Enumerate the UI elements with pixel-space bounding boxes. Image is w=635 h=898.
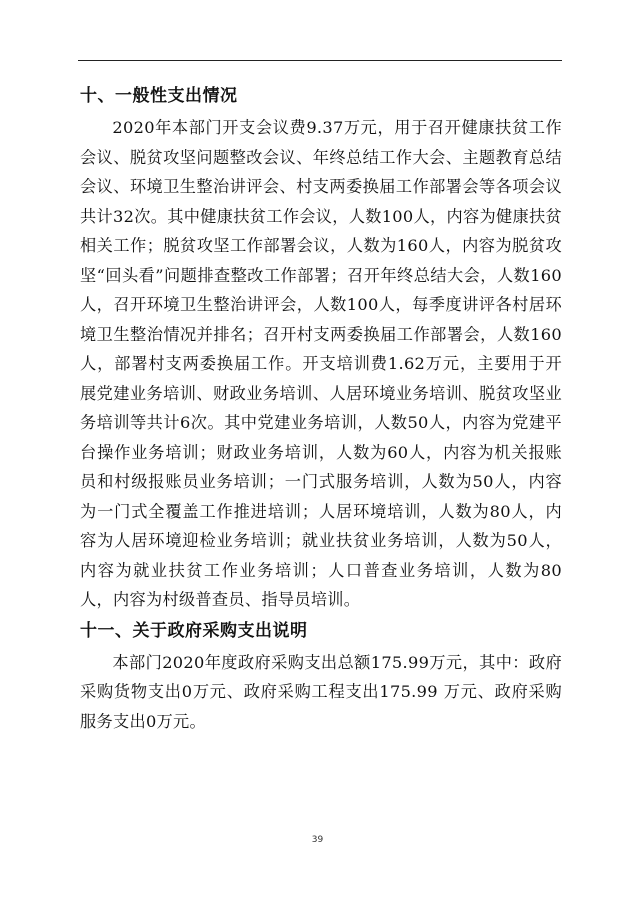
header-rule xyxy=(78,60,562,61)
document-body xyxy=(80,84,562,736)
section-heading: 十、一般性支出情况 xyxy=(80,86,238,106)
section-government-procurement xyxy=(80,619,562,737)
section-paragraph: 2020年本部门开支会议费9.37万元，用于召开健康扶贫工作会议、脱贫攻坚问题整改会议、年终总结工作大会、主题教育总结会议、环境卫生整治讲评会、村支两委换届工作部署会等各项会议共计32次。其中健康扶贫工作会议，人数100人，内容为健康扶贫相关工作；脱贫攻坚工作部署会议，人数为160人，内容为脱贫攻坚“回头看”问题排查整改工作部署；召开年终总结大会，人数160人，召开环境卫生整治讲评会，人数100人，每季度讲评各村居环境卫生整治情况并排名；召开村支两委换届工作部署会，人数160人，部署村支两委换届工作。开支培训费1.62万元，主要用于开展党建业务培训、财政业务培训、人居环境业务培训、脱贫攻坚业务培训等共计6次。其中党建业务培训，人数50人，内容为党建平台操作业务培训；财政业务培训，人数为60人，内容为机关报账员和村级报账员业务培训；一门式服务培训，人数为50人，内容为一门式全覆盖工作推进培训；人居环境培训，人数为80人，内容为人居环境迎检业务培训；就业扶贫业务培训，人数为50人，内容为就业扶贫工作业务培训；人口普查业务培训，人数为80人，内容为村级普查员、指导员培训。 xyxy=(80,118,562,609)
section-general-expenditure xyxy=(80,84,562,615)
section-heading: 十一、关于政府采购支出说明 xyxy=(80,620,308,641)
section-paragraph: 本部门2020年度政府采购支出总额175.99万元，其中：政府采购货物支出0万元、政府采购工程支出175.99 万元、政府采购服务支出0万元。 xyxy=(80,652,562,731)
page-number: 39 xyxy=(311,835,324,845)
